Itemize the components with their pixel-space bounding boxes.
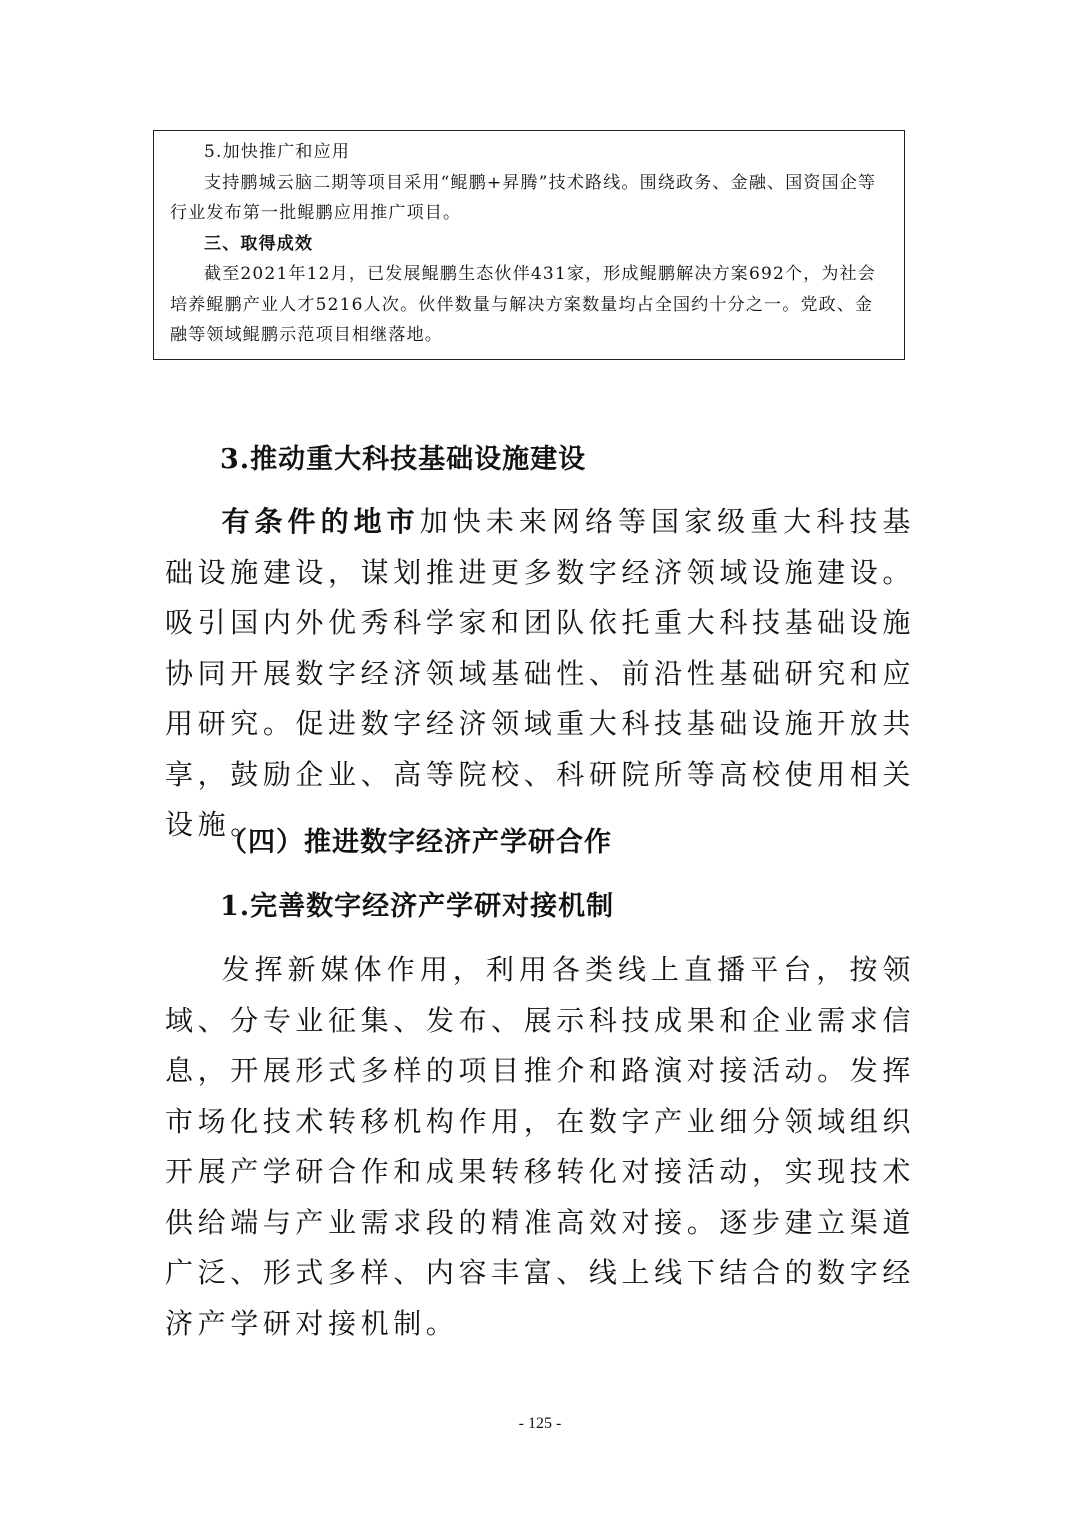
section4-heading: （四）推进数字经济产学研合作: [220, 827, 612, 858]
case-item5-body: 支持鹏城云脑二期等项目采用“鲲鹏+昇腾”技术路线。围绕政务、金融、国资国企等行业发布第一批鲲鹏应用推广项目。: [170, 172, 877, 223]
case-item5-title: 5.加快推广和应用: [204, 142, 351, 162]
section4-body: 发挥新媒体作用，利用各类线上直播平台，按领域、分专业征集、发布、展示科技成果和企业需求信息，开展形式多样的项目推介和路演对接活动。发挥市场化技术转移机构作用，在数字产业细分领域组织开展产学研合作和成果转移转化对接活动，实现技术供给端与产业需求段的精准高效对接。逐步建立渠道广泛、形式多样、内容丰富、线上线下结合的数字经济产学研对接机制。: [165, 953, 915, 1340]
section4-subheading: 1.完善数字经济产学研对接机制: [220, 891, 615, 922]
case-section3-title: 三、取得成效: [204, 233, 314, 254]
section3-heading: 3.推动重大科技基础设施建设: [220, 444, 587, 475]
section4-paragraph: [165, 945, 915, 1349]
case-section3-body: 截至2021年12月，已发展鲲鹏生态伙伴431家，形成鲲鹏解决方案692个，为社会培养鲲鹏产业人才5216人次。伙伴数量与解决方案数量均占全国约十分之一。党政、金融等领域鲲鹏示范项目相继落地。: [170, 264, 876, 345]
page-number: - 125 -: [518, 1415, 562, 1432]
case-study-box: [153, 130, 905, 360]
section3-paragraph: [165, 497, 915, 851]
section3-body: 加快未来网络等国家级重大科技基础设施建设，谋划推进更多数字经济领域设施建设。吸引国内外优秀科学家和团队依托重大科技基础设施协同开展数字经济领域基础性、前沿性基础研究和应用研究。促进数字经济领域重大科技基础设施开放共享，鼓励企业、高等院校、科研院所等高校使用相关设施。: [165, 505, 915, 841]
section3-lead-bold: 有条件的地市: [221, 505, 420, 538]
